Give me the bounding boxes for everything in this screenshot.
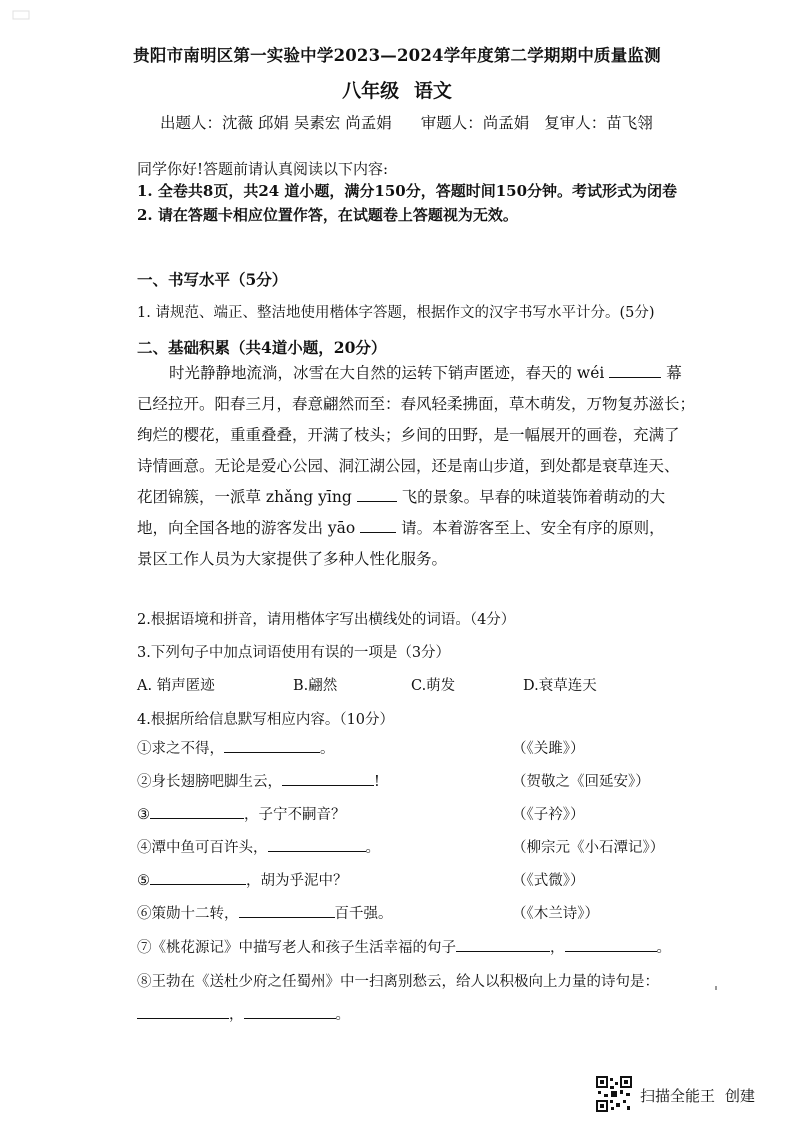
answer-blank	[357, 487, 397, 502]
answer-blank	[268, 837, 366, 852]
scanner-action: 创建	[725, 1087, 756, 1105]
grade-label: 八年级	[342, 80, 400, 102]
exam-title: 贵阳市南明区第一实验中学2023—2024学年度第二学期期中质量监测	[133, 46, 661, 65]
answer-blank	[609, 363, 661, 378]
passage-line-5: 花团锦簇，一派草 zhǎng yīng 飞的景象。早春的味道装饰着萌动的大	[137, 488, 666, 506]
option-a: A. 销声匿迹	[137, 678, 215, 694]
reviewer: 审题人：尚孟娟	[420, 114, 530, 132]
passage-line-3: 绚烂的樱花，重重叠叠，开满了枝头；乡间的田野，是一幅展开的画卷，充满了	[137, 426, 680, 444]
passage-line-6: 地，向全国各地的游客发出 yāo 请。本着游客至上、安全有序的原则，	[137, 519, 665, 537]
scanner-app-name: 扫描全能王	[640, 1087, 716, 1105]
poem-item-2: ②身长翅膀吧脚生云， ! （贺敬之《回延安》）	[137, 770, 677, 794]
option-c: C.萌发	[411, 678, 456, 694]
instructions-intro: 同学你好!答题前请认真阅读以下内容:	[137, 160, 389, 178]
poem-source: （柳宗元《小石潭记》）	[512, 840, 665, 856]
setters: 出题人：沈薇 邱娟 吴素宏 尚孟娟	[160, 114, 392, 132]
poem-item-4: ④潭中鱼可百许头， 。 （柳宗元《小石潭记》）	[137, 836, 677, 860]
poem-item-8: ⑧王勃在《送杜少府之任蜀州》中一扫离别愁云，给人以积极向上力量的诗句是：	[137, 974, 659, 990]
qr-code-icon	[596, 1076, 632, 1112]
instructions-item-1: 1. 全卷共8页，共24 道小题，满分150分，答题时间150分钟。考试形式为闭卷	[137, 182, 678, 200]
answer-blank	[150, 804, 244, 819]
poem-item-8-answer: ， 。	[137, 1003, 350, 1024]
scan-speck	[715, 986, 717, 990]
exam-subtitle	[0, 76, 794, 103]
scan-corner-mark-icon	[12, 10, 30, 20]
answer-blank	[282, 771, 374, 786]
option-d: D.衰草连天	[523, 678, 597, 694]
poem-item-6: ⑥策勋十二转， 百千强。 （《木兰诗》）	[137, 902, 677, 926]
rechecker: 复审人：苗飞翎	[544, 114, 653, 132]
answer-blank	[239, 903, 335, 918]
poem-source: （《木兰诗》）	[512, 906, 599, 922]
answer-blank	[244, 1004, 336, 1019]
poem-item-3: ③ ，子宁不嗣音？ （《子衿》）	[137, 803, 677, 827]
question-1: 1. 请规范、端正、整洁地使用楷体字答题，根据作文的汉字书写水平计分。(5分)	[137, 305, 655, 321]
answer-blank	[360, 518, 396, 533]
passage-line-7: 景区工作人员为大家提供了多种人性化服务。	[137, 550, 448, 568]
passage-line-1: 时光静静地流淌，冰雪在大自然的运转下销声匿迹，春天的 wéi 幕	[169, 364, 682, 382]
section-2-heading: 二、基础积累（共4道小题，20分）	[137, 338, 387, 357]
answer-blank	[224, 738, 320, 753]
scanner-credit	[640, 1085, 765, 1106]
poem-source: （《关雎》）	[512, 741, 585, 757]
poem-source: （《式微》）	[512, 873, 585, 889]
question-2: 2.根据语境和拼音，请用楷体字写出横线处的词语。（4分）	[137, 612, 516, 628]
option-b: B.翩然	[293, 678, 338, 694]
reading-passage	[137, 358, 696, 575]
poem-item-7: ⑦《桃花源记》中描写老人和孩子生活幸福的句子 ， 。	[137, 936, 671, 957]
answer-blank	[456, 937, 550, 952]
answer-blank	[150, 870, 246, 885]
poem-item-1: ①求之不得， 。 （《关雎》）	[137, 737, 677, 761]
authors-line	[160, 111, 663, 133]
passage-line-4: 诗情画意。无论是爱心公园、洞江湖公园，还是南山步道，到处都是衰草连天、	[137, 457, 680, 475]
poem-item-5: ⑤ ，胡为乎泥中？ （《式微》）	[137, 869, 677, 893]
section-1-heading: 一、书写水平（5分）	[137, 270, 288, 289]
passage-line-2: 已经拉开。阳春三月，春意翩然而至：春风轻柔拂面，草木萌发，万物复苏滋长；	[137, 395, 696, 413]
question-3-options	[137, 674, 737, 696]
poem-source: （《子衿》）	[512, 807, 585, 823]
answer-blank	[565, 937, 657, 952]
scanner-watermark	[596, 1076, 786, 1112]
instructions-item-2: 2. 请在答题卡相应位置作答，在试题卷上答题视为无效。	[137, 206, 518, 224]
subject-label: 语文	[413, 80, 452, 102]
question-4: 4.根据所给信息默写相应内容。（10分）	[137, 712, 395, 728]
poem-source: （贺敬之《回延安》）	[512, 774, 650, 790]
question-3: 3.下列句子中加点词语使用有误的一项是（3分）	[137, 645, 451, 661]
answer-blank	[137, 1004, 229, 1019]
